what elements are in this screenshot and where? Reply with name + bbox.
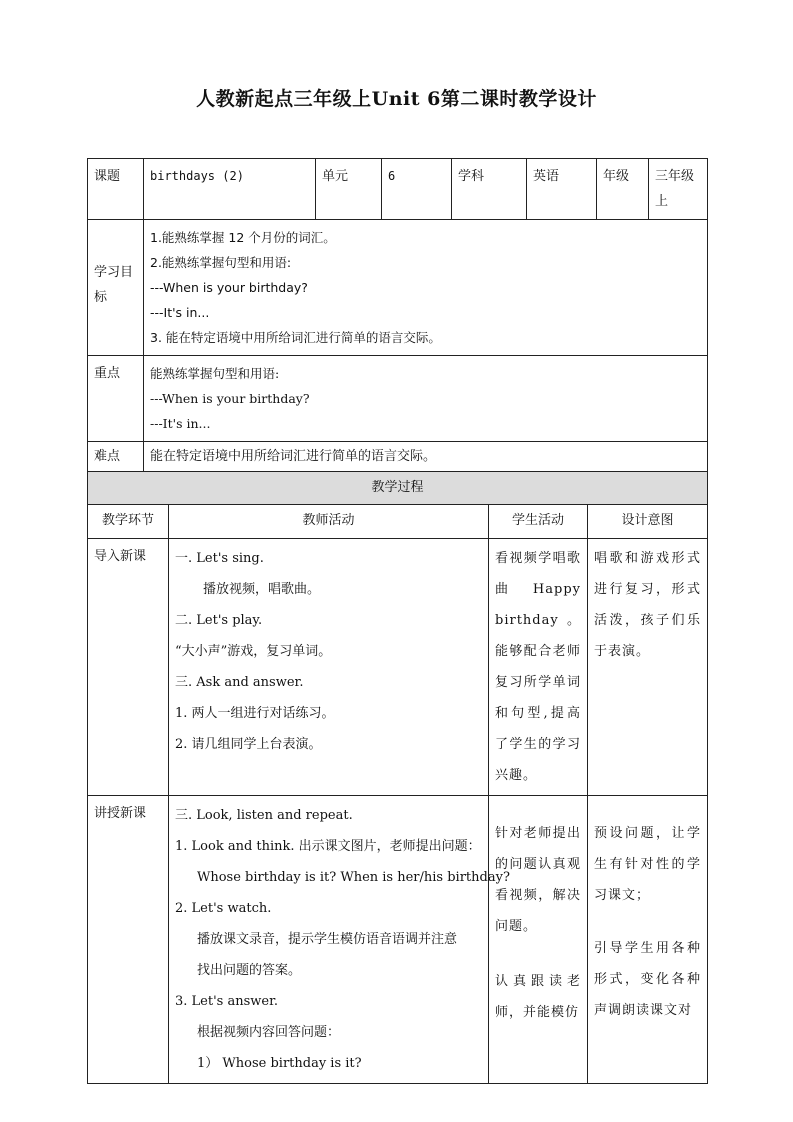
column-stage: 教学环节: [101, 513, 154, 528]
unit-value: 6: [388, 169, 396, 183]
teacher-line: Whose birthday is it? When is her/his birthday?: [197, 870, 510, 885]
teacher-line: 1） Whose birthday is it?: [197, 1056, 362, 1071]
stage-name: 讲授新课: [94, 806, 147, 821]
teacher-line: 播放视频，唱歌曲。: [203, 582, 321, 597]
column-student: 学生活动: [511, 513, 564, 528]
teacher-line: 3. Let's answer.: [175, 994, 278, 1009]
teacher-line: 三. Ask and answer.: [175, 675, 304, 690]
column-teacher: 教师活动: [302, 513, 355, 528]
teacher-line: 一. Let's sing.: [175, 551, 264, 566]
teacher-line: 2. Let's watch.: [175, 901, 272, 916]
objective-line: 1.能熟练掌握 12 个月份的词汇。: [150, 230, 336, 245]
teacher-line: 三. Look, listen and repeat.: [175, 808, 353, 823]
process-table: [87, 504, 708, 1084]
process-columns-row: [88, 505, 708, 539]
document-title: 人教新起点三年级上Unit 6第二课时教学设计: [196, 88, 597, 110]
teacher-line: 播放课文录音，提示学生模仿语音语调并注意: [197, 932, 458, 947]
teacher-activity: [169, 539, 488, 764]
difficulties-label: 难点: [94, 449, 121, 464]
objective-line: 3. 能在特定语境中用所给词汇进行简单的语言交际。: [150, 330, 441, 345]
lesson-plan-table: [87, 158, 708, 505]
difficulties-text: 能在特定语境中用所给词汇进行简单的语言交际。: [150, 449, 437, 464]
teacher-line: 1. Look and think. 出示课文图片，老师提出问题：: [175, 839, 481, 854]
student-activity-follow: 认真跟读老师，并能模仿: [495, 974, 581, 1020]
key-point-line: 能熟练掌握句型和用语:: [150, 366, 280, 381]
lesson-plan-table-wrapper: [87, 158, 707, 1084]
key-points-row: [88, 356, 708, 442]
design-intent-follow: 引导学生用各种形式，变化各种声调朗读课文对: [594, 941, 701, 1018]
key-points-content: [144, 356, 707, 441]
header-row: [88, 159, 708, 220]
key-point-line: ---When is your birthday?: [150, 391, 310, 406]
topic-value: birthdays (2): [150, 169, 244, 183]
objective-line: ---It's in...: [150, 305, 210, 320]
key-point-line: ---It's in...: [150, 416, 211, 431]
student-activity: 针对老师提出的问题认真观看视频，解决问题。: [495, 826, 581, 934]
topic-label: 课题: [94, 169, 121, 184]
teacher-line: 二. Let's play.: [175, 613, 263, 628]
student-activity: 看视频学唱歌曲 Happy birthday。能够配合老师复习所学单词和句型,提高了学生的学习兴趣。: [495, 551, 581, 783]
teacher-line: 找出问题的答案。: [197, 963, 302, 978]
key-points-label: 重点: [94, 366, 121, 381]
stage-row-intro: [88, 539, 708, 796]
objective-line: 2.能熟练掌握句型和用语:: [150, 255, 292, 270]
design-intent: 唱歌和游戏形式进行复习，形式活泼，孩子们乐于表演。: [594, 551, 701, 659]
objectives-row: [88, 220, 708, 356]
objectives-label: 学习目标: [94, 265, 134, 305]
teacher-line: 1. 两人一组进行对话练习。: [175, 706, 335, 721]
teacher-activity: [169, 796, 510, 1083]
subject-value: 英语: [533, 169, 560, 184]
objectives-content: [144, 220, 707, 355]
design-intent: 预设问题，让学生有针对性的学习课文；: [594, 826, 701, 903]
objective-line: ---When is your birthday?: [150, 280, 308, 295]
grade-label: 年级: [603, 169, 630, 184]
difficulties-row: [88, 442, 708, 472]
process-header: 教学过程: [371, 480, 424, 495]
unit-label: 单元: [322, 169, 349, 184]
stage-row-new-lesson: [88, 796, 708, 1084]
process-header-row: [88, 472, 708, 505]
teacher-line: 2. 请几组同学上台表演。: [175, 737, 322, 752]
grade-value: 三年级上: [655, 169, 695, 209]
teacher-line: “大小声”游戏，复习单词。: [175, 644, 332, 659]
teacher-line: 根据视频内容回答问题：: [197, 1025, 341, 1040]
column-intent: 设计意图: [621, 513, 674, 528]
stage-name: 导入新课: [94, 549, 147, 564]
subject-label: 学科: [458, 169, 485, 184]
